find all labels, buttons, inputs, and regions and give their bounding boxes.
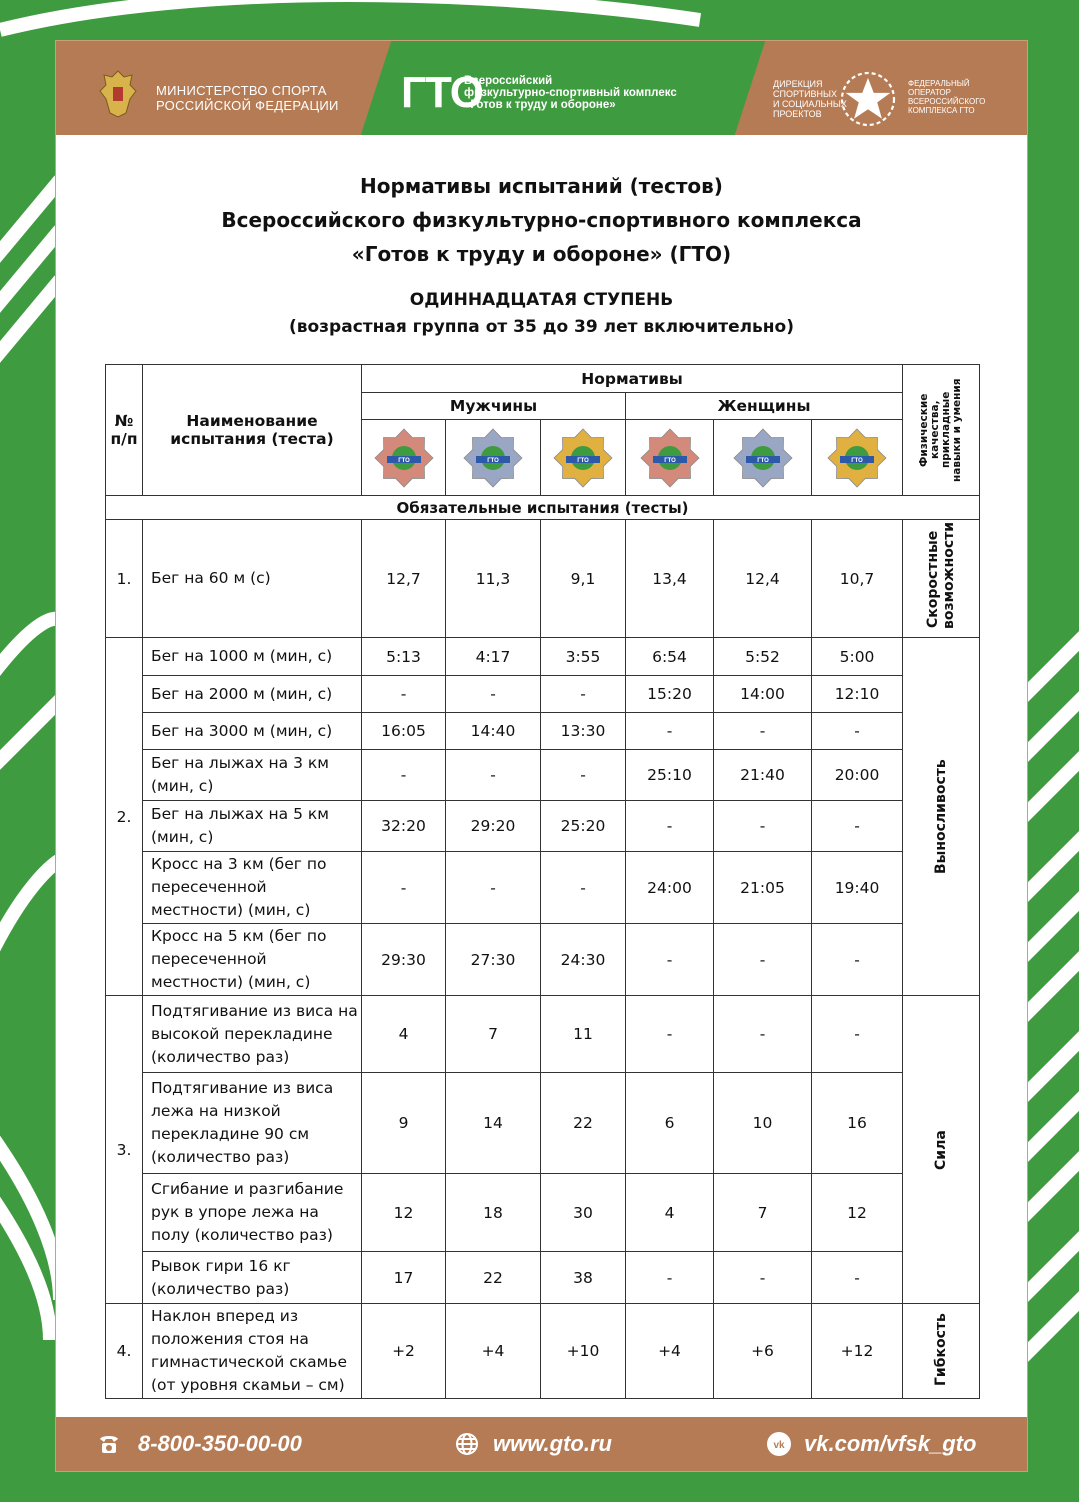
norm-value: 10 [714, 1073, 812, 1174]
quality-label: Выносливость [933, 759, 950, 874]
quality-label: Гибкость [933, 1313, 950, 1386]
norm-value: - [626, 996, 714, 1073]
norm-value: 38 [541, 1252, 626, 1304]
norm-value: - [446, 852, 541, 924]
row-number: 4. [106, 1304, 143, 1399]
quality-cell [903, 996, 980, 1304]
silver-badge-icon [732, 427, 794, 489]
table-row [106, 638, 980, 676]
badge-cell-men-gold [541, 420, 626, 496]
norm-value: 4 [626, 1174, 714, 1252]
norm-value: 12,7 [362, 520, 446, 638]
norm-value: +6 [714, 1304, 812, 1399]
table-row [106, 924, 980, 996]
test-name: Бег на 3000 м (мин, с) [143, 713, 362, 750]
footer-site[interactable]: www.gto.ru [493, 1431, 612, 1456]
table-row [106, 520, 980, 638]
norm-value: - [362, 852, 446, 924]
document-page [55, 40, 1028, 1472]
page-subtitle [56, 287, 1027, 341]
table-row [106, 1304, 980, 1399]
badge-label: ГТО [397, 457, 410, 464]
title-line-1: Нормативы испытаний (тестов) [360, 174, 723, 198]
badge-cell-women-gold [812, 420, 903, 496]
badge-cell-women-bronze [626, 420, 714, 496]
test-name: Сгибание и разгибание рук в упоре лежа на полу (количество раз) [143, 1174, 362, 1252]
header-norms: Нормативы [362, 365, 903, 393]
direction-line-1: ДИРЕКЦИЯ [773, 79, 823, 89]
row-number: 3. [106, 996, 143, 1304]
page-title [56, 169, 1027, 271]
norm-value: +10 [541, 1304, 626, 1399]
norm-value: - [714, 801, 812, 852]
norm-value: 25:10 [626, 750, 714, 801]
test-name: Подтягивание из виса на высокой перекладине (количество раз) [143, 996, 362, 1073]
gold-badge-icon [552, 427, 614, 489]
norms-table [105, 364, 980, 1399]
norm-value: 24:00 [626, 852, 714, 924]
norm-value: 14 [446, 1073, 541, 1174]
direction-line-4: ПРОЕКТОВ [773, 109, 822, 119]
quality-cell [903, 638, 980, 996]
gto-text-line-1: Всероссийский [464, 75, 553, 87]
row-number: 1. [106, 520, 143, 638]
norm-value: 27:30 [446, 924, 541, 996]
norm-value: 4:17 [446, 638, 541, 676]
quality-label: Сила [933, 1129, 950, 1170]
ministry-line-2: РОССИЙСКОЙ ФЕДЕРАЦИИ [156, 98, 339, 113]
norm-value: 16:05 [362, 713, 446, 750]
norm-value: +12 [812, 1304, 903, 1399]
norm-value: - [714, 1252, 812, 1304]
test-name: Бег на 1000 м (мин, с) [143, 638, 362, 676]
norm-value: - [714, 713, 812, 750]
norm-value: 29:30 [362, 924, 446, 996]
operator-line-4: КОМПЛЕКСА ГТО [908, 106, 975, 115]
norm-value: - [362, 750, 446, 801]
norm-value: +4 [626, 1304, 714, 1399]
norm-value: - [812, 801, 903, 852]
norm-value: 15:20 [626, 676, 714, 713]
header-num: № п/п [106, 365, 143, 496]
norm-value: - [446, 750, 541, 801]
norm-value: - [362, 676, 446, 713]
norm-value: 5:13 [362, 638, 446, 676]
footer-vk[interactable]: vk.com/vfsk_gto [804, 1431, 977, 1456]
ministry-name [156, 83, 339, 113]
norm-value: 11 [541, 996, 626, 1073]
table-row [106, 996, 980, 1073]
table-row [106, 1174, 980, 1252]
norm-value: 7 [714, 1174, 812, 1252]
norm-value: - [626, 1252, 714, 1304]
footer-phone[interactable]: 8-800-350-00-00 [138, 1431, 302, 1456]
norm-value: 10,7 [812, 520, 903, 638]
norm-value: 32:20 [362, 801, 446, 852]
badge-label: ГТО [487, 457, 499, 464]
header-quality-label: Физические качества, прикладные навыки и умения [918, 378, 964, 482]
operator-line-1: ФЕДЕРАЛЬНЫЙ [908, 79, 970, 88]
header-test-name: Наименование испытания (теста) [143, 365, 362, 496]
norm-value: 3:55 [541, 638, 626, 676]
coat-of-arms-icon [98, 69, 138, 119]
test-name: Кросс на 3 км (бег по пересеченной местности) (мин, с) [143, 852, 362, 924]
norm-value: 25:20 [541, 801, 626, 852]
norm-value: 7 [446, 996, 541, 1073]
test-name: Бег на 60 м (с) [143, 520, 362, 638]
footer-banner [56, 1417, 1027, 1471]
norm-value: 12 [812, 1174, 903, 1252]
table-row [106, 713, 980, 750]
test-name: Бег на 2000 м (мин, с) [143, 676, 362, 713]
norm-value: 11,3 [446, 520, 541, 638]
norm-value: 12,4 [714, 520, 812, 638]
norm-value: 22 [541, 1073, 626, 1174]
test-name: Кросс на 5 км (бег по пересеченной местности) (мин, с) [143, 924, 362, 996]
table-row [106, 1073, 980, 1174]
quality-label: Скоростные возможности [925, 521, 958, 629]
norm-value: 29:20 [446, 801, 541, 852]
norm-value: 30 [541, 1174, 626, 1252]
table-row [106, 801, 980, 852]
gto-logo: ГТО [401, 68, 483, 117]
norm-value: 20:00 [812, 750, 903, 801]
norm-value: 21:05 [714, 852, 812, 924]
norm-value: +4 [446, 1304, 541, 1399]
norm-value: 14:40 [446, 713, 541, 750]
norm-value: - [812, 1252, 903, 1304]
section-required: Обязательные испытания (тесты) [106, 496, 980, 520]
header-men: Мужчины [362, 393, 626, 420]
subtitle-line-1: ОДИННАДЦАТАЯ СТУПЕНЬ [409, 290, 674, 310]
norm-value: 22 [446, 1252, 541, 1304]
operator-line-2: ОПЕРАТОР [908, 88, 951, 97]
quality-cell [903, 520, 980, 638]
norm-value: - [812, 924, 903, 996]
norm-value: - [541, 852, 626, 924]
gto-full-name [464, 75, 677, 111]
header-women: Женщины [626, 393, 903, 420]
badge-cell-men-bronze [362, 420, 446, 496]
header-quality [903, 365, 980, 496]
norm-value: 18 [446, 1174, 541, 1252]
badge-label: ГТО [577, 457, 589, 464]
norm-value: 12:10 [812, 676, 903, 713]
row-number: 2. [106, 638, 143, 996]
test-name: Рывок гири 16 кг (количество раз) [143, 1252, 362, 1304]
norm-value: 13,4 [626, 520, 714, 638]
badge-cell-men-silver [446, 420, 541, 496]
badge-label: ГТО [663, 457, 676, 464]
title-line-2: Всероссийского физкультурно-спортивного комплекса [221, 208, 862, 232]
gto-text-line-2: физкультурно-спортивный комплекс [464, 87, 677, 99]
direction-line-3: И СОЦИАЛЬНЫХ [773, 99, 847, 109]
vk-icon [766, 1431, 792, 1457]
norm-value: 5:52 [714, 638, 812, 676]
norm-value: 13:30 [541, 713, 626, 750]
test-name: Наклон вперед из положения стоя на гимнастической скамье (от уровня скамьи – см) [143, 1304, 362, 1399]
badge-cell-women-silver [714, 420, 812, 496]
norm-value: - [626, 801, 714, 852]
badge-label: ГТО [756, 457, 769, 464]
norm-value: 5:00 [812, 638, 903, 676]
norm-value: - [626, 713, 714, 750]
ministry-line-1: МИНИСТЕРСТВО СПОРТА [156, 83, 327, 98]
test-name: Бег на лыжах на 5 км (мин, с) [143, 801, 362, 852]
norm-value: 21:40 [714, 750, 812, 801]
phone-icon [96, 1431, 122, 1457]
bronze-badge-icon [639, 427, 701, 489]
norm-value: 16 [812, 1073, 903, 1174]
table-row [106, 1252, 980, 1304]
test-name: Подтягивание из виса лежа на низкой перекладине 90 см (количество раз) [143, 1073, 362, 1174]
norm-value: - [626, 924, 714, 996]
norm-value: 9,1 [541, 520, 626, 638]
quality-cell [903, 1304, 980, 1399]
operator-line-3: ВСЕРОССИЙСКОГО [908, 97, 986, 106]
norm-value: 6:54 [626, 638, 714, 676]
direction-line-2: СПОРТИВНЫХ [773, 89, 838, 99]
svg-text:vk: vk [773, 1440, 785, 1451]
norm-value: - [446, 676, 541, 713]
norm-value: - [541, 750, 626, 801]
norm-value: - [812, 713, 903, 750]
bronze-badge-icon [373, 427, 435, 489]
norm-value: - [714, 996, 812, 1073]
subtitle-line-2: (возрастная группа от 35 до 39 лет включительно) [288, 317, 795, 337]
norm-value: 6 [626, 1073, 714, 1174]
gto-text-line-3: «Готов к труду и обороне» [464, 99, 616, 111]
gold-badge-icon [826, 427, 888, 489]
norm-value: - [541, 676, 626, 713]
norm-value: - [812, 996, 903, 1073]
title-line-3: «Готов к труду и обороне» (ГТО) [351, 242, 732, 266]
norm-value: 4 [362, 996, 446, 1073]
norm-value: +2 [362, 1304, 446, 1399]
silver-badge-icon [462, 427, 524, 489]
table-row [106, 676, 980, 713]
norm-value: 14:00 [714, 676, 812, 713]
operator-name [908, 79, 985, 115]
norm-value: 9 [362, 1073, 446, 1174]
norm-value: 19:40 [812, 852, 903, 924]
star-emblem-icon [836, 67, 900, 131]
table-row [106, 750, 980, 801]
norm-value: 12 [362, 1174, 446, 1252]
norm-value: - [714, 924, 812, 996]
globe-icon [454, 1431, 480, 1457]
test-name: Бег на лыжах на 3 км (мин, с) [143, 750, 362, 801]
header-banner [56, 41, 1027, 135]
badge-label: ГТО [851, 457, 863, 464]
norm-value: 24:30 [541, 924, 626, 996]
table-row [106, 852, 980, 924]
norm-value: 17 [362, 1252, 446, 1304]
